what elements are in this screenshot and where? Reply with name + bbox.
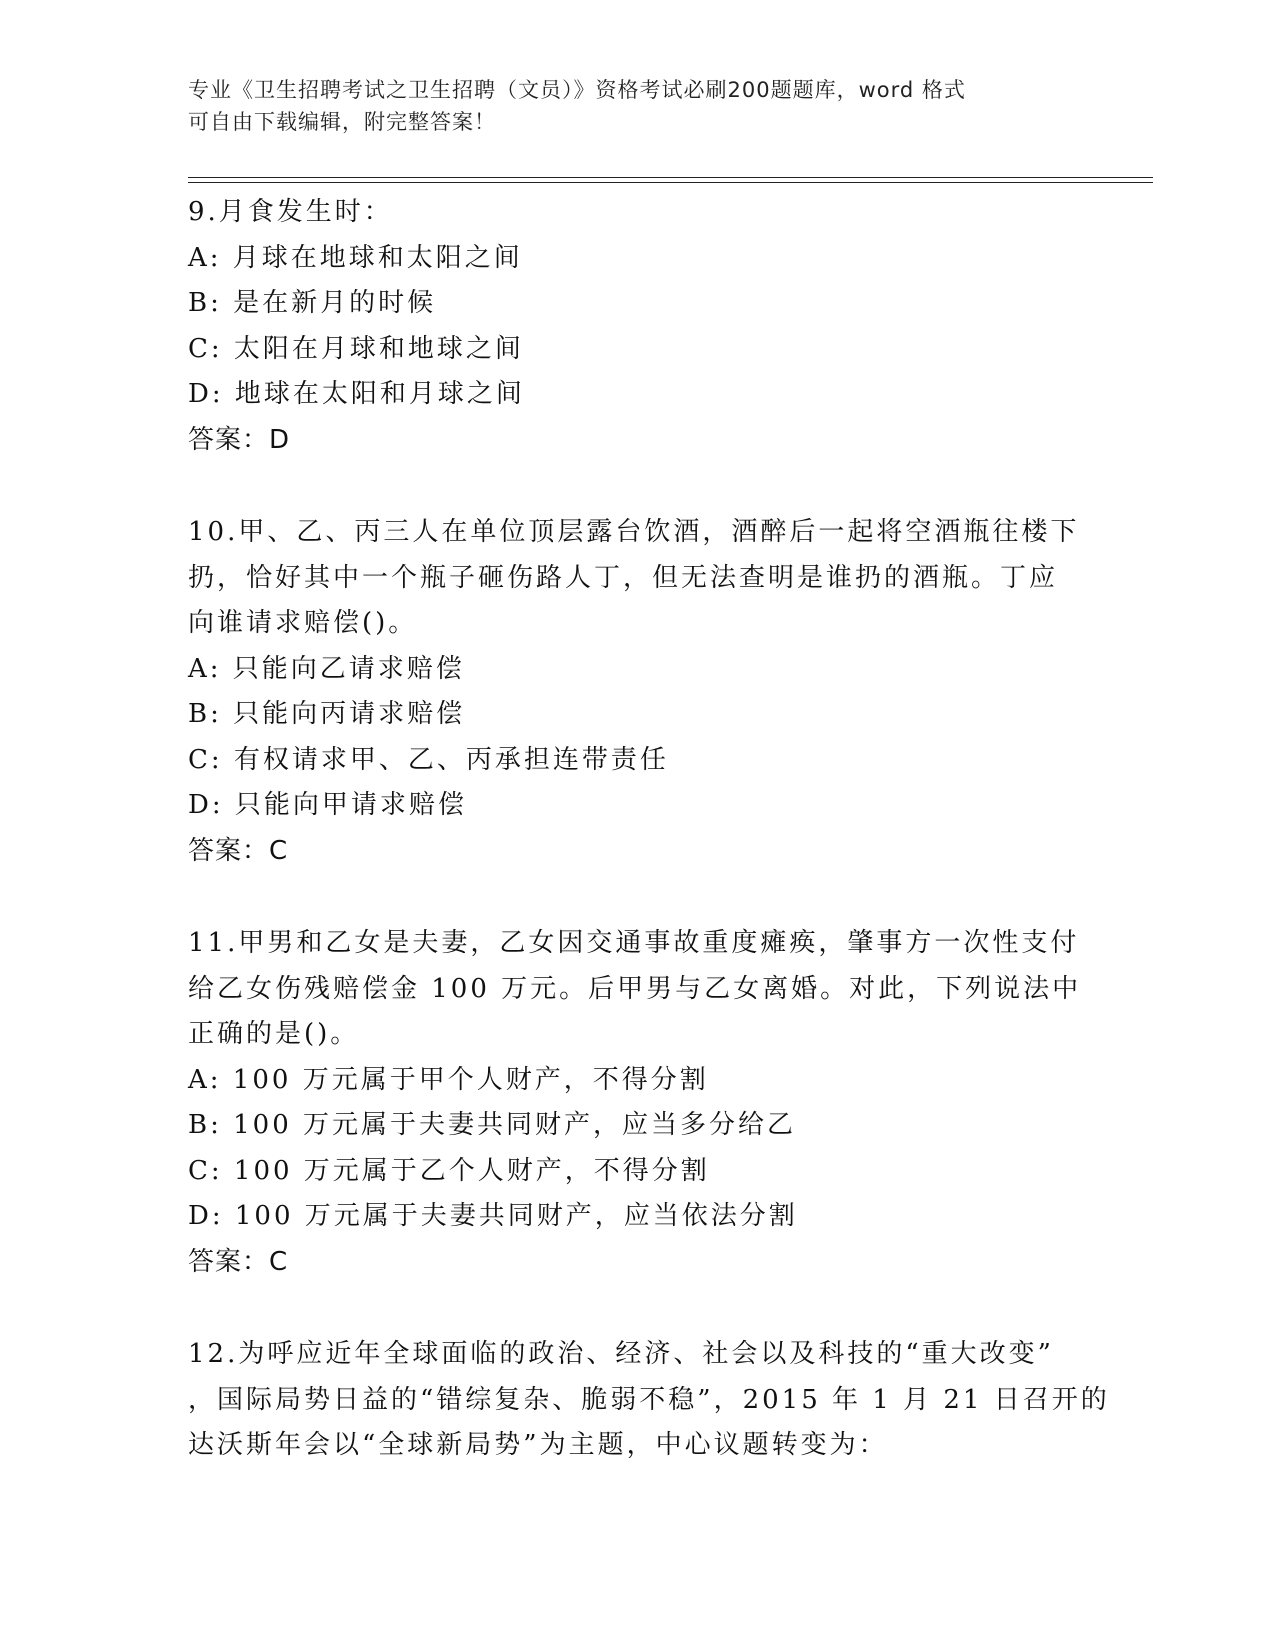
question-stem-line: 扔，恰好其中一个瓶子砸伤路人丁，但无法查明是谁扔的酒瓶。丁应 bbox=[188, 562, 1059, 593]
question-stem-line: 向谁请求赔偿()。 bbox=[188, 608, 418, 638]
question-9 bbox=[188, 190, 1088, 463]
option-b: B: 只能向丙请求赔偿 bbox=[188, 699, 466, 729]
header-title-line-2: 可自由下载编辑，附完整答案！ bbox=[188, 110, 496, 134]
question-stem-line: 12.为呼应近年全球面临的政治、经济、社会以及科技的“重大改变” bbox=[188, 1339, 1054, 1369]
question-stem-line: 10.甲、乙、丙三人在单位顶层露台饮酒，酒醉后一起将空酒瓶往楼下 bbox=[188, 517, 1080, 547]
header-title-line-1: 专业《卫生招聘考试之卫生招聘（文员）》资格考试必刷200题题库，word 格式 bbox=[188, 78, 966, 102]
question-stem-line: 达沃斯年会以“全球新局势”为主题，中心议题转变为： bbox=[188, 1430, 888, 1460]
question-10 bbox=[188, 510, 1088, 874]
option-b: B: 是在新月的时候 bbox=[188, 288, 437, 318]
option-d: D: 100 万元属于夫妻共同财产，应当依法分割 bbox=[188, 1201, 798, 1231]
option-a: A: 月球在地球和太阳之间 bbox=[188, 242, 523, 273]
question-11 bbox=[188, 921, 1088, 1285]
question-stem-line: 11.甲男和乙女是夫妻，乙女因交通事故重度瘫痪，肇事方一次性支付 bbox=[188, 928, 1080, 958]
option-a: A: 只能向乙请求赔偿 bbox=[188, 653, 465, 684]
question-stem-line: ，国际局势日益的“错综复杂、脆弱不稳”，2015 年 1 月 21 日召开的 bbox=[188, 1384, 1110, 1415]
question-list bbox=[188, 190, 1110, 1516]
question-12 bbox=[188, 1332, 1110, 1469]
option-d: D: 地球在太阳和月球之间 bbox=[188, 379, 525, 409]
answer-line: 答案：C bbox=[188, 835, 289, 866]
answer-line: 答案：C bbox=[188, 1246, 289, 1277]
option-c: C: 有权请求甲、乙、丙承担连带责任 bbox=[188, 744, 669, 775]
option-c: C: 太阳在月球和地球之间 bbox=[188, 333, 524, 364]
header-divider-top bbox=[188, 177, 1153, 178]
option-b: B: 100 万元属于夫妻共同财产，应当多分给乙 bbox=[188, 1110, 797, 1140]
question-stem-line: 给乙女伤残赔偿金 100 万元。后甲男与乙女离婚。对此，下列说法中 bbox=[188, 973, 1082, 1004]
option-a: A: 100 万元属于甲个人财产，不得分割 bbox=[188, 1064, 709, 1095]
answer-line: 答案：D bbox=[188, 424, 291, 455]
document-header bbox=[188, 74, 1068, 138]
question-stem-line: 正确的是()。 bbox=[188, 1019, 360, 1049]
header-divider-bottom bbox=[188, 182, 1153, 183]
question-stem-line: 9.月食发生时： bbox=[188, 197, 393, 227]
option-d: D: 只能向甲请求赔偿 bbox=[188, 790, 467, 820]
option-c: C: 100 万元属于乙个人财产，不得分割 bbox=[188, 1155, 710, 1186]
